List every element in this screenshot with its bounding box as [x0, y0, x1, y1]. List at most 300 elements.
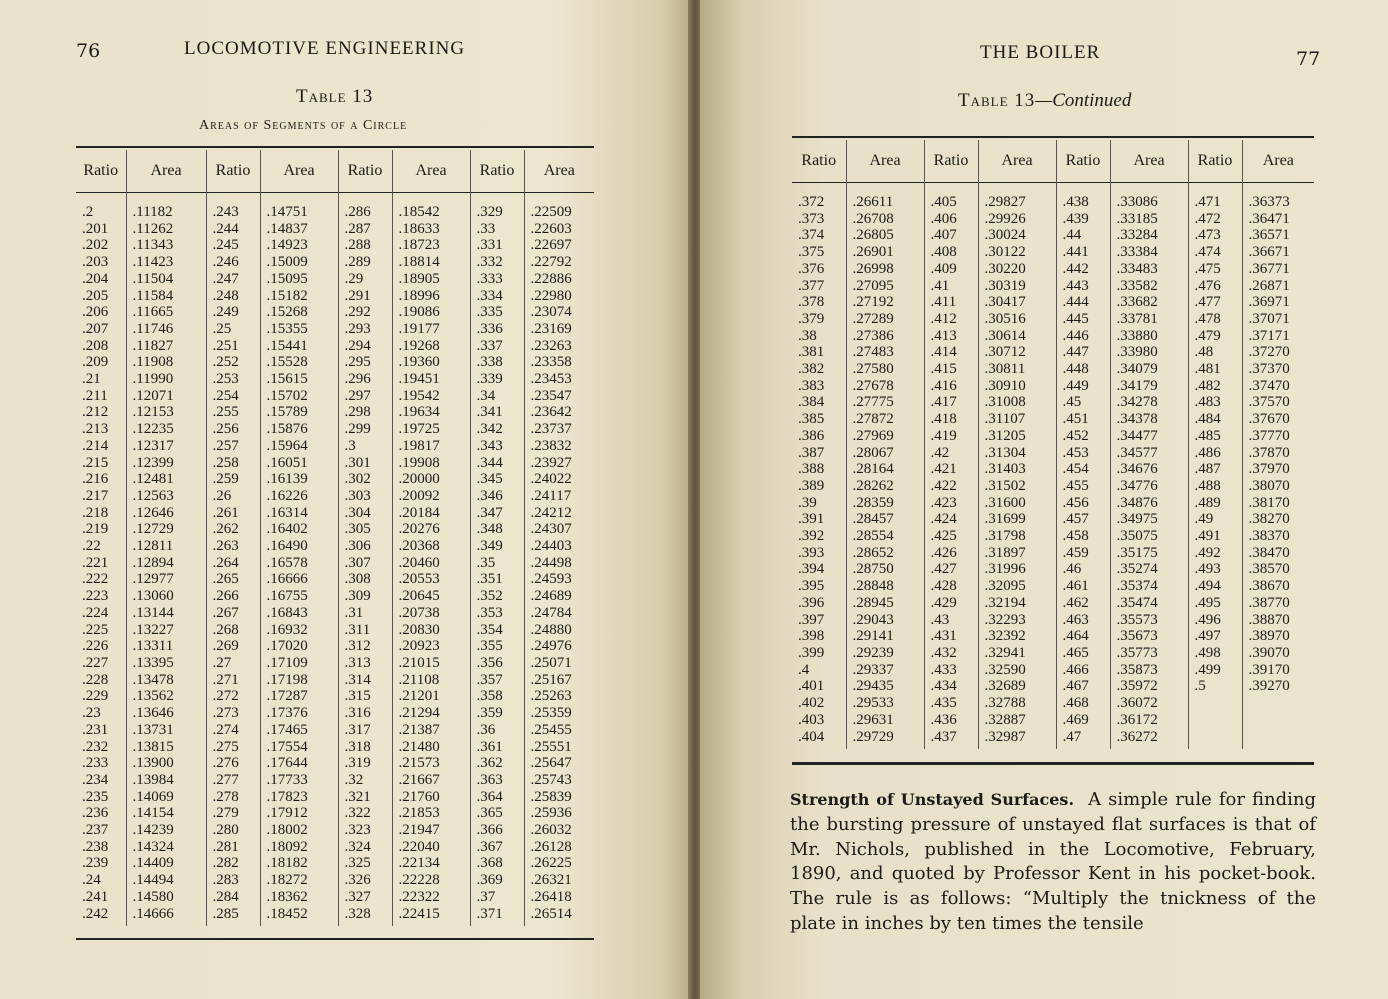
table-cell: .269 [212, 638, 239, 655]
table-cell: .284 [212, 888, 239, 905]
table-cell: .313 [344, 654, 371, 671]
table-cell: .487 [1194, 461, 1221, 478]
table-cell: .335 [476, 304, 503, 321]
table-cell: .25551 [530, 738, 572, 755]
table-cell: .471 [1194, 194, 1221, 210]
table-cell: .238 [82, 838, 109, 855]
table-cell: .21573 [398, 755, 440, 772]
table-cell: .11990 [132, 371, 174, 388]
table-cell: .448 [1062, 361, 1089, 378]
table-column [924, 182, 978, 749]
table-cell: .34876 [1116, 494, 1158, 511]
table-cell: .396 [798, 594, 825, 611]
table-cell: .208 [82, 337, 109, 354]
table-cell: .12729 [132, 521, 174, 538]
table-cell: .411 [930, 294, 957, 311]
table-cell: .17733 [266, 771, 308, 788]
table-cell: .209 [82, 354, 109, 371]
table-cell: .24403 [530, 538, 572, 555]
table-cell: .34079 [1116, 361, 1158, 378]
table-column [1110, 182, 1188, 749]
table-cell: .371 [476, 905, 503, 922]
table-cell: .31 [344, 604, 364, 621]
table-cell: .283 [212, 872, 239, 889]
table-cell: .13562 [132, 688, 174, 705]
column-header: Ratio [470, 150, 524, 192]
table-cell: .351 [476, 571, 503, 588]
table-cell: .47 [1062, 728, 1082, 745]
table-cell: .445 [1062, 310, 1089, 327]
table-cell: .46 [1062, 561, 1082, 578]
table-cell: .38170 [1248, 494, 1290, 511]
table-cell: .23737 [530, 421, 572, 438]
table-cell: .27386 [852, 327, 894, 344]
table-cell: .382 [798, 361, 825, 378]
table-cell: .37 [476, 888, 496, 905]
table-cell: .349 [476, 538, 503, 555]
table-cell: .412 [930, 310, 957, 327]
table-cell: .441 [1062, 244, 1089, 261]
table-cell: .34477 [1116, 427, 1158, 444]
table-cell: .37071 [1248, 310, 1290, 327]
table-cell: .11504 [132, 270, 174, 287]
table-cell: .206 [82, 304, 109, 321]
table-cell: .417 [930, 394, 957, 411]
table-cell: .18905 [398, 270, 440, 287]
table-cell: .344 [476, 454, 503, 471]
table-cell: .248 [212, 287, 239, 304]
table-cell: .457 [1062, 511, 1089, 528]
table-cell: .33086 [1116, 194, 1158, 210]
table-cell: .363 [476, 771, 503, 788]
table-cell: .32590 [984, 661, 1026, 678]
table-cell: .34179 [1116, 377, 1158, 394]
table-cell: .346 [476, 487, 503, 504]
table-cell: .258 [212, 454, 239, 471]
table-cell: .217 [82, 487, 109, 504]
table-cell: .19817 [398, 437, 440, 454]
table-cell: .20092 [398, 487, 440, 504]
table-cell: .22040 [398, 838, 440, 855]
table-cell: .13815 [132, 738, 174, 755]
table-cell: .387 [798, 444, 825, 461]
table-cell: .479 [1194, 327, 1221, 344]
table-cell: .426 [930, 544, 957, 561]
table-cell: .244 [212, 220, 239, 237]
table-cell: .24117 [530, 487, 572, 504]
table-cell: .30122 [984, 244, 1026, 261]
table-cell: .30811 [984, 361, 1026, 378]
table-cell: .484 [1194, 411, 1221, 428]
column-header: Area [1110, 140, 1188, 182]
table-cell: .325 [344, 855, 371, 872]
table-cell: .12811 [132, 538, 174, 555]
table-cell: .302 [344, 471, 371, 488]
table-cell: .381 [798, 344, 825, 361]
table-cell: .24880 [530, 621, 572, 638]
table-cell: .431 [930, 628, 957, 645]
table-cell: .337 [476, 337, 503, 354]
table-cell: .475 [1194, 260, 1221, 277]
table-cell: .27969 [852, 427, 894, 444]
table-cell: .35673 [1116, 628, 1158, 645]
table-cell: .296 [344, 371, 371, 388]
table-cell: .23358 [530, 354, 572, 371]
table-cell: .26998 [852, 260, 894, 277]
table-cell: .26805 [852, 227, 894, 244]
table-cell: .22697 [530, 237, 572, 254]
table-cell: .22792 [530, 254, 572, 271]
table-cell: .32788 [984, 695, 1026, 712]
table-cell: .26514 [530, 905, 572, 922]
table-cell: .15964 [266, 437, 308, 454]
table-cell: .429 [930, 594, 957, 611]
table-cell: .12894 [132, 554, 174, 571]
table-cell: .36571 [1248, 227, 1290, 244]
table-cell: .328 [344, 905, 371, 922]
table-cell: .280 [212, 822, 239, 839]
table-cell: .18002 [266, 822, 308, 839]
table-cell: .294 [344, 337, 371, 354]
table-cell: .16932 [266, 621, 308, 638]
table-column [1188, 182, 1242, 749]
table-cell: .41 [930, 277, 950, 294]
table-cell: .11343 [132, 237, 174, 254]
table-cell: .14923 [266, 237, 308, 254]
running-head: LOCOMOTIVE ENGINEERING [184, 38, 466, 59]
table-cell: .21387 [398, 721, 440, 738]
table-cell: .355 [476, 638, 503, 655]
table-cell: .397 [798, 611, 825, 628]
table-cell: .30220 [984, 260, 1026, 277]
page-number: 77 [1296, 48, 1321, 70]
table-cell: .17823 [266, 788, 308, 805]
table-cell: .4 [798, 661, 810, 678]
table-cell: .31403 [984, 461, 1026, 478]
table-cell: .35274 [1116, 561, 1158, 578]
table-cell: .376 [798, 260, 825, 277]
table-column [1056, 182, 1110, 749]
table-cell: .18362 [266, 888, 308, 905]
table-cell: .27483 [852, 344, 894, 361]
table-cell: .324 [344, 838, 371, 855]
table-cell: .428 [930, 578, 957, 595]
table-cell: .265 [212, 571, 239, 588]
table-title-suffix: —Continued [1035, 90, 1132, 111]
table-cell: .469 [1062, 711, 1089, 728]
table-cell: .32987 [984, 728, 1026, 745]
table-cell: .20368 [398, 538, 440, 555]
table-cell: .34676 [1116, 461, 1158, 478]
table-cell: .202 [82, 237, 109, 254]
table-cell: .36 [476, 721, 496, 738]
running-head: THE BOILER [980, 42, 1101, 63]
column-header: Area [126, 150, 206, 192]
table-cell: .15876 [266, 421, 308, 438]
table-cell: .29337 [852, 661, 894, 678]
table-cell: .28652 [852, 544, 894, 561]
table-cell: .15268 [266, 304, 308, 321]
table-cell: .243 [212, 204, 239, 220]
table-cell: .30910 [984, 377, 1026, 394]
table-cell: .16843 [266, 604, 308, 621]
table-cell: .35175 [1116, 544, 1158, 561]
table-cell: .477 [1194, 294, 1221, 311]
table-cell: .359 [476, 705, 503, 722]
table-cell: .24212 [530, 504, 572, 521]
table-cell: .38470 [1248, 544, 1290, 561]
table-subtitle: Areas of Segments of a Circle [199, 118, 408, 133]
table-cell: .31798 [984, 528, 1026, 545]
table-cell: .11182 [132, 204, 173, 220]
table-cell: .424 [930, 511, 957, 528]
table-cell: .11262 [132, 220, 174, 237]
table-column [846, 182, 924, 749]
table-cell: .222 [82, 571, 109, 588]
table-cell: .25263 [530, 688, 572, 705]
table-cell: .281 [212, 838, 239, 855]
table-cell: .33384 [1116, 244, 1158, 261]
table-cell: .23832 [530, 437, 572, 454]
table-cell: .33483 [1116, 260, 1158, 277]
table-cell: .357 [476, 671, 503, 688]
table-cell: .14409 [132, 855, 174, 872]
table-cell: .15615 [266, 371, 308, 388]
table-cell: .253 [212, 371, 239, 388]
table-cell: .437 [930, 728, 957, 745]
table-cell: .254 [212, 387, 239, 404]
table-cell: .228 [82, 671, 109, 688]
table-cell: .239 [82, 855, 109, 872]
table-column [260, 192, 338, 926]
table-cell: .14666 [132, 905, 174, 922]
table-cell: .235 [82, 788, 109, 805]
table-cell: .488 [1194, 477, 1221, 494]
table-cell: .37270 [1248, 344, 1290, 361]
column-header: Ratio [924, 140, 978, 182]
table-cell: .30417 [984, 294, 1026, 311]
table-cell: .32293 [984, 611, 1026, 628]
table-cell: .5 [1194, 678, 1206, 695]
table-cell: .278 [212, 788, 239, 805]
table-cell: .12977 [132, 571, 174, 588]
table-cell: .11423 [132, 254, 174, 271]
table-cell: .374 [798, 227, 825, 244]
table-cell: .20000 [398, 471, 440, 488]
table-cell: .219 [82, 521, 109, 538]
table-cell: .481 [1194, 361, 1221, 378]
table-cell: .288 [344, 237, 371, 254]
column-header: Area [846, 140, 924, 182]
table-cell: .339 [476, 371, 503, 388]
table-cell: .301 [344, 454, 371, 471]
table-cell: .25455 [530, 721, 572, 738]
table-column [338, 192, 392, 926]
table-cell: .36373 [1248, 194, 1290, 210]
table-cell: .491 [1194, 528, 1221, 545]
table-cell: .12153 [132, 404, 174, 421]
table-cell: .21108 [398, 671, 440, 688]
table-cell: .35873 [1116, 661, 1158, 678]
table-cell: .13478 [132, 671, 174, 688]
table-cell: .304 [344, 504, 371, 521]
table-cell: .224 [82, 604, 109, 621]
table-cell: .28359 [852, 494, 894, 511]
table-cell: .25071 [530, 654, 572, 671]
table-cell: .372 [798, 194, 825, 210]
table-cell: .211 [82, 387, 108, 404]
table-cell: .15095 [266, 270, 308, 287]
table-cell: .32941 [984, 644, 1026, 661]
table-cell: .223 [82, 588, 109, 605]
table-cell: .28848 [852, 578, 894, 595]
paragraph-text: A simple rule for finding the bursting pressure of unstayed flat surfaces is that of Mr. Nichols, published in the Locomotive, February, 1890, and quoted by Professor Kent in his pocket-book. The rule is as follows: “Multiply the tnickness of the plate in inches by ten times the tensile [790, 789, 1316, 934]
table-cell: .368 [476, 855, 503, 872]
column-header: Area [392, 150, 470, 192]
table-cell: .35573 [1116, 611, 1158, 628]
table-cell: .322 [344, 805, 371, 822]
table-cell: .26611 [852, 194, 894, 210]
table-cell: .225 [82, 621, 109, 638]
table-cell: .38570 [1248, 561, 1290, 578]
table-cell: .378 [798, 294, 825, 311]
table-cell: .483 [1194, 394, 1221, 411]
table-cell: .21294 [398, 705, 440, 722]
table-cell: .264 [212, 554, 239, 571]
table-cell: .30319 [984, 277, 1026, 294]
table-cell: .466 [1062, 661, 1089, 678]
table-cell: .443 [1062, 277, 1089, 294]
table-cell: .455 [1062, 477, 1089, 494]
table-cell: .204 [82, 270, 109, 287]
table-cell: .364 [476, 788, 503, 805]
table-cell: .266 [212, 588, 239, 605]
table-cell: .442 [1062, 260, 1089, 277]
table-cell: .252 [212, 354, 239, 371]
table-cell: .28457 [852, 511, 894, 528]
table-cell: .45 [1062, 394, 1082, 411]
table-cell: .11827 [132, 337, 174, 354]
table-cell: .18452 [266, 905, 308, 922]
column-header: Area [978, 140, 1056, 182]
table-cell: .19634 [398, 404, 440, 421]
table-cell: .485 [1194, 427, 1221, 444]
table-cell: .274 [212, 721, 239, 738]
table-cell: .14154 [132, 805, 174, 822]
table-cell: .29043 [852, 611, 894, 628]
table-cell: .306 [344, 538, 371, 555]
table-cell: .26418 [530, 888, 572, 905]
table-cell: .395 [798, 578, 825, 595]
table-cell: .13900 [132, 755, 174, 772]
table-cell: .227 [82, 654, 109, 671]
table-cell: .22980 [530, 287, 572, 304]
table-cell: .404 [798, 728, 825, 745]
table-cell: .19268 [398, 337, 440, 354]
table-cell: .447 [1062, 344, 1089, 361]
table-cell: .401 [798, 678, 825, 695]
table-cell: .33682 [1116, 294, 1158, 311]
table-cell: .26708 [852, 210, 894, 227]
table-cell: .427 [930, 561, 957, 578]
table-cell: .38370 [1248, 528, 1290, 545]
table-cell: .336 [476, 320, 503, 337]
table-cell: .449 [1062, 377, 1089, 394]
table-cell: .486 [1194, 444, 1221, 461]
table-cell: .348 [476, 521, 503, 538]
table-cell: .468 [1062, 695, 1089, 712]
table-cell: .226 [82, 638, 109, 655]
table-cell: .27872 [852, 411, 894, 428]
table-column [524, 192, 594, 926]
table-cell: .44 [1062, 227, 1082, 244]
table-cell: .33880 [1116, 327, 1158, 344]
table-cell: .23169 [530, 320, 572, 337]
table-cell: .27775 [852, 394, 894, 411]
table-cell: .30516 [984, 310, 1026, 327]
table-cell: .24498 [530, 554, 572, 571]
table-cell: .12481 [132, 471, 174, 488]
column-header: Ratio [206, 150, 260, 192]
table-cell: .464 [1062, 628, 1089, 645]
table-cell: .385 [798, 411, 825, 428]
column-header: Area [260, 150, 338, 192]
table-cell: .35374 [1116, 578, 1158, 595]
table-cell: .16051 [266, 454, 308, 471]
table-title: Table 13 [296, 86, 374, 107]
table-column [76, 192, 126, 926]
table-cell: .247 [212, 270, 239, 287]
table-column [1242, 182, 1314, 749]
table-cell: .246 [212, 254, 239, 271]
right-page [700, 0, 1388, 999]
table-cell: .23927 [530, 454, 572, 471]
table-cell: .21947 [398, 822, 440, 839]
table-cell: .327 [344, 888, 371, 905]
table-cell: .458 [1062, 528, 1089, 545]
table-cell: .35474 [1116, 594, 1158, 611]
table-cell: .292 [344, 304, 371, 321]
table-cell: .366 [476, 822, 503, 839]
table-cell: .261 [212, 504, 239, 521]
table-cell: .12399 [132, 454, 174, 471]
table-cell: .216 [82, 471, 109, 488]
table-cell: .27678 [852, 377, 894, 394]
table-cell: .21015 [398, 654, 440, 671]
table-cell: .14324 [132, 838, 174, 855]
table-cell: .15355 [266, 320, 308, 337]
table-cell: .36272 [1116, 728, 1158, 745]
table-cell: .18542 [398, 204, 440, 220]
table-cell: .39270 [1248, 678, 1290, 695]
left-page [0, 0, 690, 999]
table-cell: .498 [1194, 644, 1221, 661]
table-cell: .17912 [266, 805, 308, 822]
table-cell: .391 [798, 511, 825, 528]
table-cell: .26901 [852, 244, 894, 261]
table-cell: .19542 [398, 387, 440, 404]
table-cell: .16578 [266, 554, 308, 571]
table-cell: .37870 [1248, 444, 1290, 461]
body-paragraph [790, 788, 1316, 937]
table-cell: .255 [212, 404, 239, 421]
table-bottom-rule [76, 938, 594, 940]
table-cell: .20738 [398, 604, 440, 621]
table-cell: .383 [798, 377, 825, 394]
table-cell: .27580 [852, 361, 894, 378]
table-cell: .237 [82, 822, 109, 839]
table-cell: .205 [82, 287, 109, 304]
